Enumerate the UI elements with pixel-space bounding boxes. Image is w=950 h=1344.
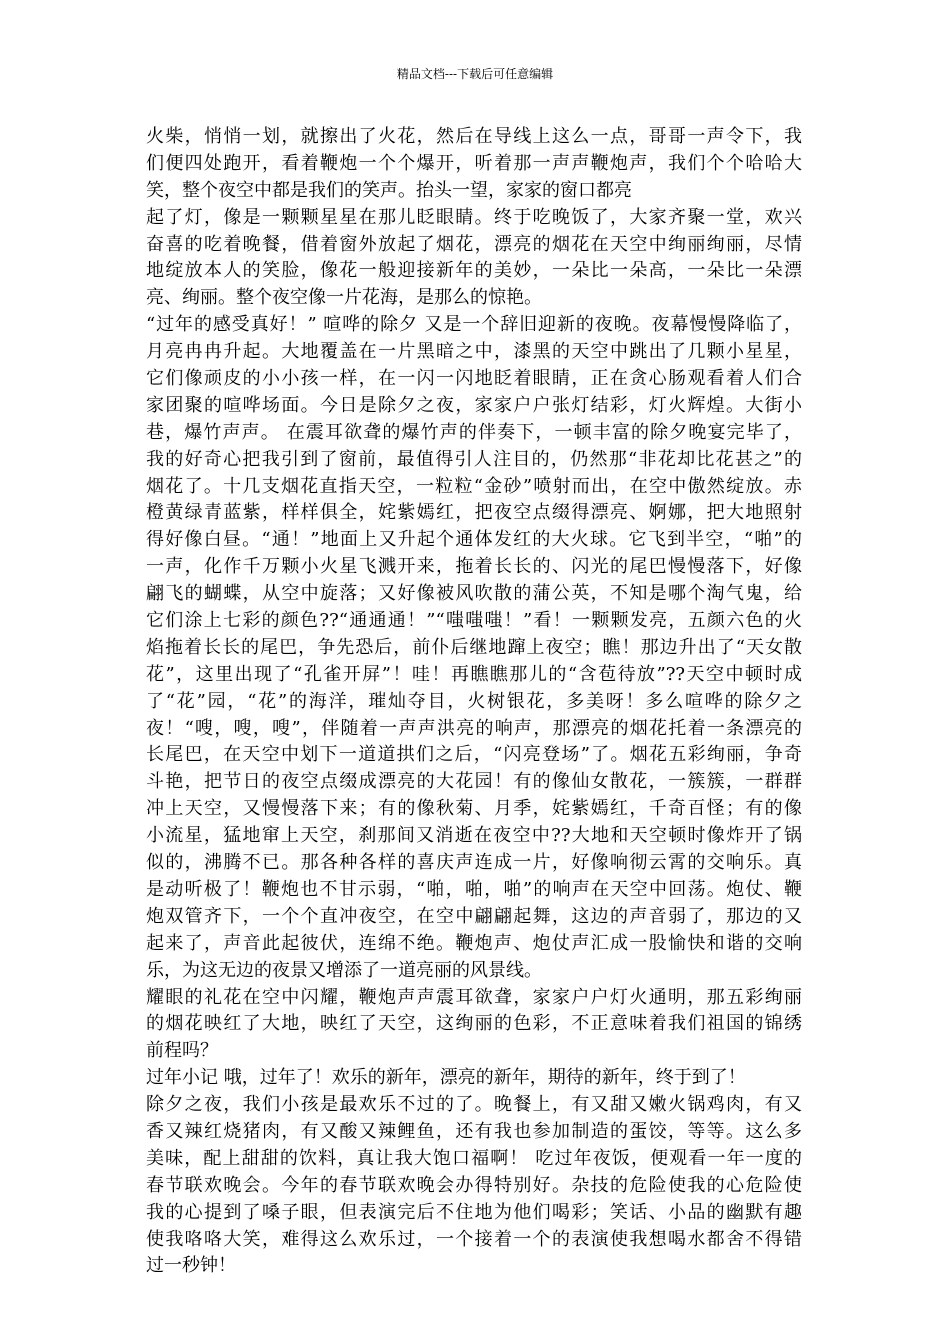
text-line: 奋喜的吃着晚餐，借着窗外放起了烟花，漂亮的烟花在天空中绚丽绚丽，尽情 [146, 233, 802, 255]
text-line: 起了灯，像是一颗颗星星在那儿眨眼睛。终于吃晚饭了，大家齐聚一堂，欢兴 [146, 206, 802, 228]
document-body [146, 124, 802, 1280]
page-header: 精品文档---下载后可任意编辑 [396, 67, 554, 81]
text-line: 的烟花映红了大地，映红了天空，这绚丽的色彩，不正意味着我们祖国的锦绣 [146, 1013, 802, 1035]
text-line: 花”，这里出现了“孔雀开屏”！哇！再瞧瞧那儿的“含苞待放”??天空中顿时成 [146, 663, 802, 685]
text-line: 前程吗？ [146, 1040, 218, 1062]
text-line: 它们涂上七彩的颜色??“通通通！”“嗤嗤嗤！”看！一颗颗发亮，五颜六色的火 [146, 610, 802, 632]
text-line: 我的好奇心把我引到了窗前，最值得引人注目的，仍然那“非花却比花甚之”的 [146, 448, 802, 470]
text-line: “过年的感受真好！” 喧哗的除夕 又是一个辞旧迎新的夜晚。夜幕慢慢降临了， [146, 314, 802, 336]
text-line: 翩飞的蝴蝶，从空中旋落；又好像被风吹散的蒲公英，不知是哪个淘气鬼，给 [146, 583, 802, 605]
text-line: 除夕之夜，我们小孩是最欢乐不过的了。晚餐上，有又甜又嫩火锅鸡肉，有又 [146, 1094, 802, 1116]
text-line: 过年小记 哦，过年了！欢乐的新年，漂亮的新年，期待的新年，终于到了！ [146, 1067, 746, 1089]
text-line: 冲上天空，又慢慢落下来；有的像秋菊、月季，姹紫嫣红，千奇百怪；有的像 [146, 798, 802, 820]
text-line: 家团聚的喧哗场面。今日是除夕之夜，家家户户张灯结彩，灯火辉煌。大街小 [146, 394, 802, 416]
text-line: 长尾巴，在天空中划下一道道拱们之后，“闪亮登场”了。烟花五彩绚丽，争奇 [146, 744, 802, 766]
text-line: 橙黄绿青蓝紫，样样俱全，姹紫嫣红，把夜空点缀得漂亮、婀娜，把大地照射 [146, 502, 802, 524]
text-line: 斗艳，把节日的夜空点缀成漂亮的大花园！有的像仙女散花，一簇簇，一群群 [146, 771, 802, 793]
text-line: 得好像白昼。“通！”地面上又升起个通体发红的大火球。它飞到半空，“啪”的 [146, 529, 802, 551]
text-line: 火柴，悄悄一划，就擦出了火花，然后在导线上这么一点，哥哥一声令下，我 [146, 126, 802, 147]
text-line: 们便四处跑开，看着鞭炮一个个爆开，听着那一声声鞭炮声，我们个个哈哈大 [146, 152, 802, 174]
text-line: 一声，化作千万颗小火星飞溅开来，拖着长长的、闪光的尾巴慢慢落下，好像 [146, 556, 802, 578]
text-line: 美味，配上甜甜的饮料，真让我大饱口福啊！ 吃过年夜饭，便观看一年一度的 [146, 1147, 802, 1169]
text-line: 焰拖着长长的尾巴，争先恐后，前仆后继地蹿上夜空；瞧！那边升出了“天女散 [146, 636, 802, 658]
text-line: 亮、绚丽。整个夜空像一片花海，是那么的惊艳。 [146, 287, 542, 309]
text-line: 乐，为这无边的夜景又增添了一道亮丽的风景线。 [146, 959, 542, 981]
text-line: 夜！“嗖，嗖，嗖”，伴随着一声声洪亮的响声，那漂亮的烟花托着一条漂亮的 [146, 717, 802, 739]
text-line: 了“花”园，“花”的海洋，璀灿夺目，火树银花，多美呀！多么喧哗的除夕之 [146, 690, 802, 712]
text-line: 地绽放本人的笑脸，像花一般迎接新年的美妙，一朵比一朵高，一朵比一朵漂 [146, 260, 802, 282]
text-line: 笑，整个夜空中都是我们的笑声。抬头一望，家家的窗口都亮 [146, 179, 632, 201]
text-line: 是动听极了！鞭炮也不甘示弱，“啪，啪，啪”的响声在天空中回荡。炮仗、鞭 [146, 878, 802, 900]
text-line: 似的，沸腾不已。那各种各样的喜庆声连成一片，好像响彻云霄的交响乐。真 [146, 852, 802, 874]
text-line: 过一秒钟！ [146, 1255, 236, 1277]
text-line: 香又辣红烧猪肉，有又酸又辣鲤鱼，还有我也参加制造的蛋饺，等等。这么多 [146, 1120, 802, 1142]
text-line: 春节联欢晚会。今年的春节联欢晚会办得特别好。杂技的危险使我的心危险使 [146, 1174, 802, 1196]
text-line: 炮双管齐下，一个个直冲夜空，在空中翩翩起舞，这边的声音弱了，那边的又 [146, 905, 802, 927]
text-line: 我的心提到了嗓子眼，但表演完后不住地为他们喝彩；笑话、小品的幽默有趣 [146, 1201, 802, 1223]
text-line: 月亮冉冉升起。大地覆盖在一片黑暗之中，漆黑的天空中跳出了几颗小星星， [146, 341, 802, 363]
text-line: 巷，爆竹声声。 在震耳欲聋的爆竹声的伴奏下，一顿丰富的除夕晚宴完毕了， [146, 421, 802, 443]
text-line: 它们像顽皮的小小孩一样，在一闪一闪地眨着眼睛，正在贪心肠观看着人们合 [146, 368, 802, 390]
text-line: 耀眼的礼花在空中闪耀，鞭炮声声震耳欲聋，家家户户灯火通明，那五彩绚丽 [146, 986, 802, 1008]
text-line: 小流星，猛地窜上天空，刹那间又消逝在夜空中??大地和天空顿时像炸开了锅 [146, 825, 802, 847]
text-line: 使我咯咯大笑，难得这么欢乐过，一个接着一个的表演使我想喝水都舍不得错 [146, 1228, 802, 1250]
text-line: 起来了，声音此起彼伏，连绵不绝。鞭炮声、炮仗声汇成一股愉快和谐的交响 [146, 932, 802, 954]
text-line: 烟花了。十几支烟花直指天空，一粒粒“金砂”喷射而出，在空中傲然绽放。赤 [146, 475, 802, 497]
